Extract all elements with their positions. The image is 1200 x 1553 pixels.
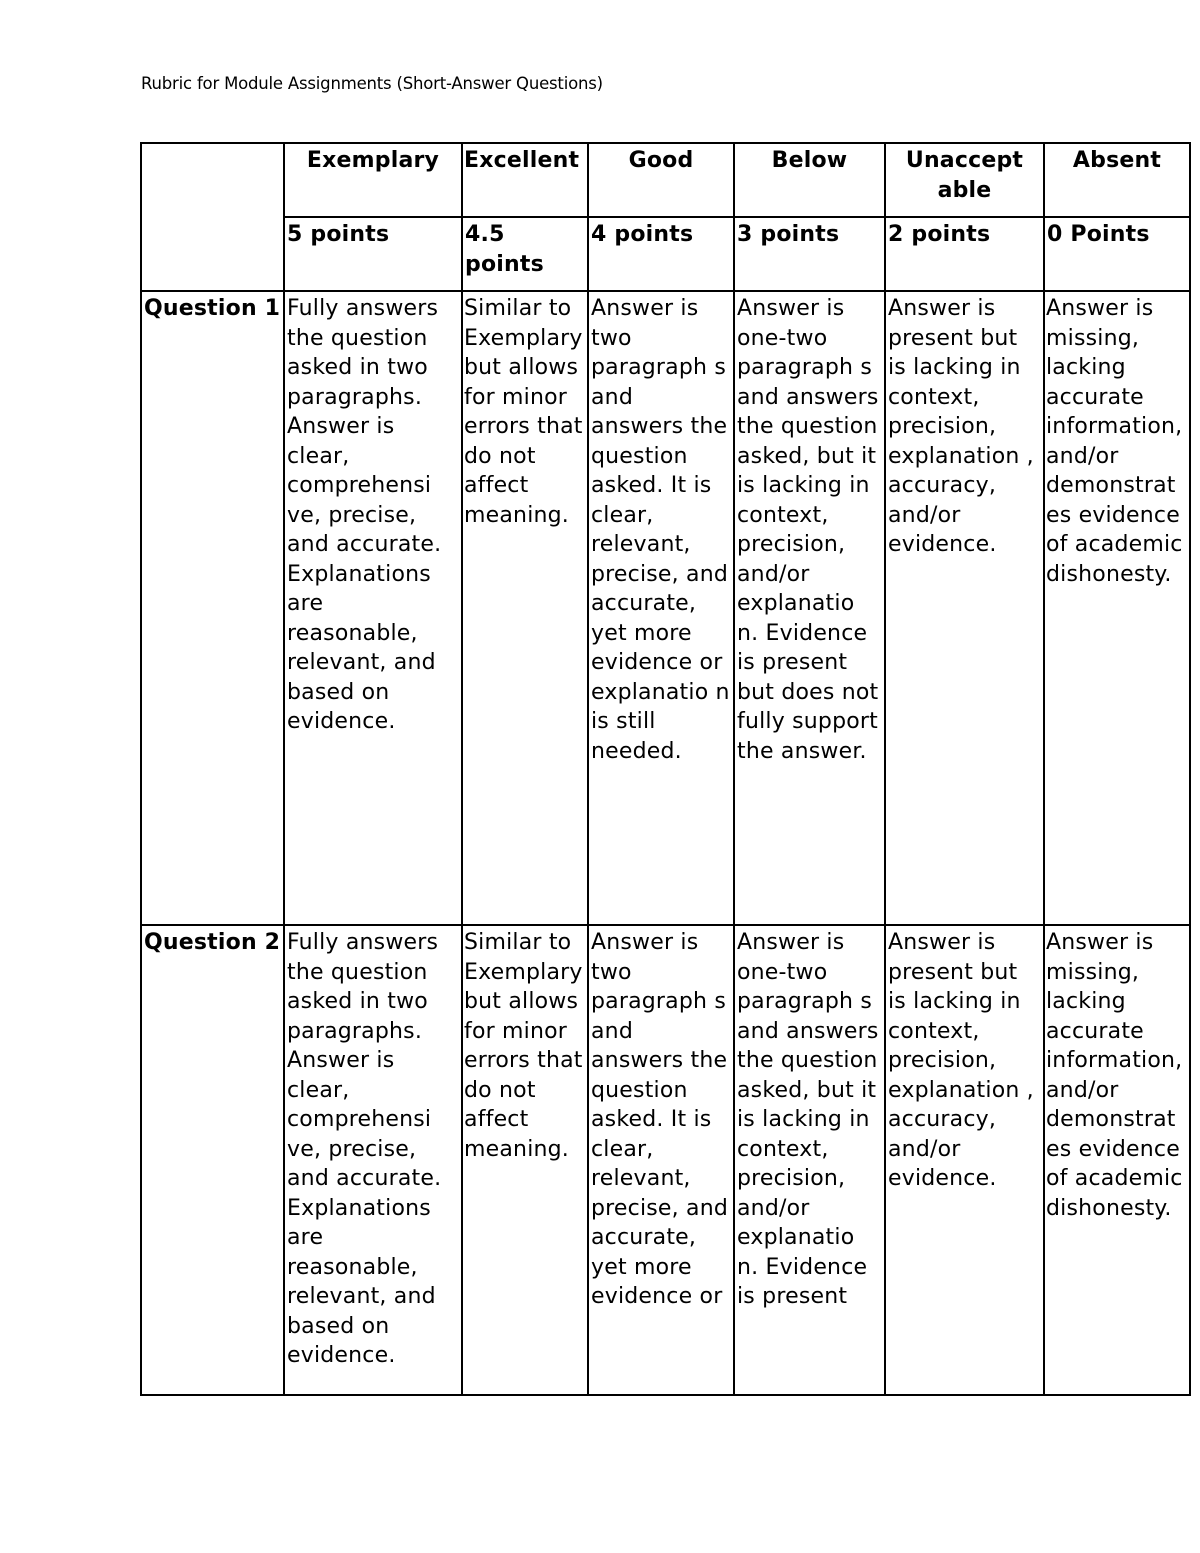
rubric-row-question-1 (141, 291, 1190, 925)
criteria-q1-below: Answer is one-two paragraph s and answers the question asked, but it is lacking in context, precision, and/or explanatio n. Evidence is present but does not fully support the answer. (734, 291, 885, 925)
document-title: Rubric for Module Assignments (Short-Answer Questions) (141, 74, 603, 93)
criteria-q1-absent: Answer is missing, lacking accurate information, and/or demonstrat es evidence of academic dishonesty. (1044, 291, 1190, 925)
header-row-points (141, 217, 1190, 291)
criteria-q2-exemplary: Fully answers the question asked in two paragraphs. Answer is clear, comprehensi ve, precise, and accurate. Explanations are reasonable, relevant, and based on evidence. (284, 925, 462, 1395)
points-good: 4 points (588, 217, 734, 291)
criteria-q1-excellent: Similar to Exemplary but allows for minor errors that do not affect meaning. (462, 291, 588, 925)
criteria-q1-exemplary: Fully answers the question asked in two paragraphs. Answer is clear, comprehensi ve, precise, and accurate. Explanations are reasonable, relevant, and based on evidence. (284, 291, 462, 925)
criteria-q2-below: Answer is one-two paragraph s and answers the question asked, but it is lacking in context, precision, and/or explanatio n. Evidence is present (734, 925, 885, 1395)
corner-cell (141, 143, 284, 291)
level-name-unacceptable: Unaccept able (885, 143, 1044, 217)
rubric-table (140, 142, 1191, 1396)
points-excellent: 4.5 points (462, 217, 588, 291)
points-absent: 0 Points (1044, 217, 1190, 291)
points-unacceptable: 2 points (885, 217, 1044, 291)
level-name-excellent: Excellent (462, 143, 588, 217)
level-name-exemplary: Exemplary (284, 143, 462, 217)
criteria-q1-unacceptable: Answer is present but is lacking in context, precision, explanation , accuracy, and/or evidence. (885, 291, 1044, 925)
points-exemplary: 5 points (284, 217, 462, 291)
criteria-q1-good: Answer is two paragraph s and answers the question asked. It is clear, relevant, precise, and accurate, yet more evidence or explanatio n is still needed. (588, 291, 734, 925)
points-below: 3 points (734, 217, 885, 291)
criteria-q2-unacceptable: Answer is present but is lacking in context, precision, explanation , accuracy, and/or evidence. (885, 925, 1044, 1395)
row-label-question-2: Question 2 (141, 925, 284, 1395)
rubric-row-question-2 (141, 925, 1190, 1395)
criteria-q2-good: Answer is two paragraph s and answers the question asked. It is clear, relevant, precise, and accurate, yet more evidence or (588, 925, 734, 1395)
criteria-q2-absent: Answer is missing, lacking accurate information, and/or demonstrat es evidence of academic dishonesty. (1044, 925, 1190, 1395)
row-label-question-1: Question 1 (141, 291, 284, 925)
level-name-good: Good (588, 143, 734, 217)
level-name-absent: Absent (1044, 143, 1190, 217)
criteria-q2-excellent: Similar to Exemplary but allows for minor errors that do not affect meaning. (462, 925, 588, 1395)
level-name-below: Below (734, 143, 885, 217)
header-row-level-names (141, 143, 1190, 217)
